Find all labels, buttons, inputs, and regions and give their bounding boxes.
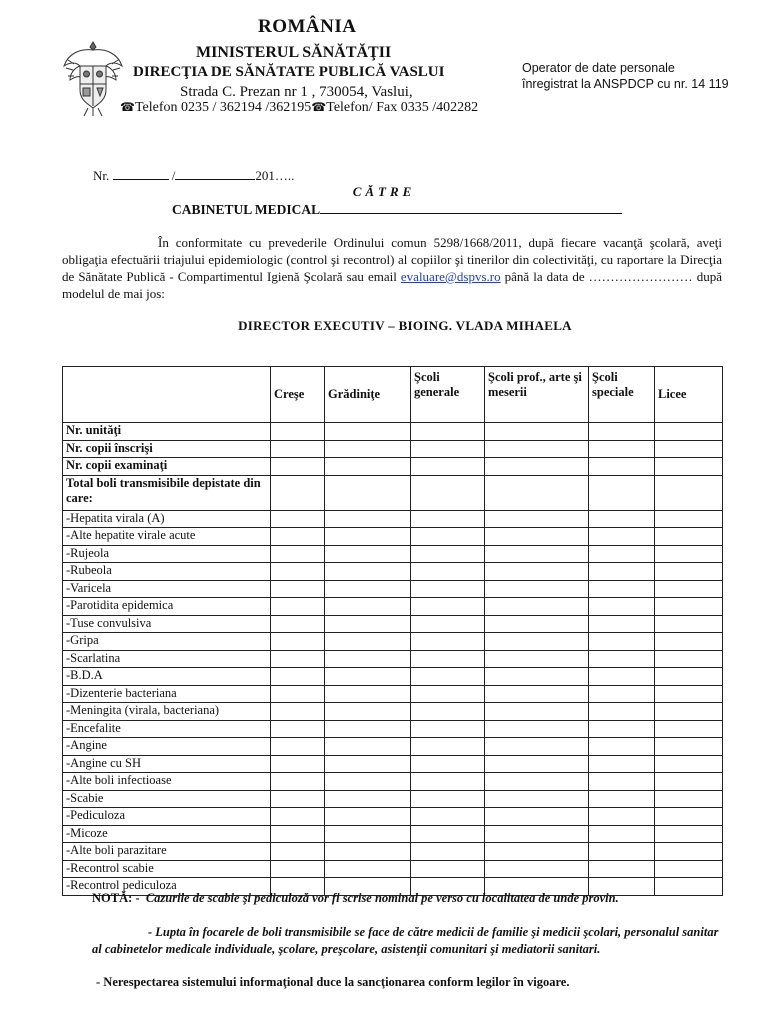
data-cell[interactable] xyxy=(325,580,411,598)
cabinet-blank xyxy=(320,202,622,214)
row-label: -Pediculoza xyxy=(63,808,271,826)
data-cell[interactable] xyxy=(271,703,325,721)
data-cell[interactable] xyxy=(325,773,411,791)
data-cell[interactable] xyxy=(411,598,485,616)
data-cell[interactable] xyxy=(325,528,411,546)
data-cell[interactable] xyxy=(655,808,723,826)
column-header: Grădiniţe xyxy=(325,367,411,423)
operator-note: Operator de date personale înregistrat la ANSPDCP cu nr. 14 119 xyxy=(522,61,729,91)
data-cell[interactable] xyxy=(411,860,485,878)
data-cell[interactable] xyxy=(655,633,723,651)
table-row xyxy=(63,563,723,581)
data-cell[interactable] xyxy=(271,510,325,528)
table-row xyxy=(63,685,723,703)
data-cell[interactable] xyxy=(655,860,723,878)
table-row xyxy=(63,790,723,808)
data-cell[interactable] xyxy=(271,545,325,563)
fax-numbers: Telefon/ Fax 0335 /402282 xyxy=(326,100,479,115)
data-cell[interactable] xyxy=(325,808,411,826)
intro-paragraph xyxy=(62,234,722,302)
data-cell[interactable] xyxy=(325,720,411,738)
data-cell[interactable] xyxy=(271,475,325,510)
data-cell[interactable] xyxy=(325,843,411,861)
data-cell[interactable] xyxy=(589,755,655,773)
data-cell[interactable] xyxy=(589,825,655,843)
data-cell[interactable] xyxy=(589,843,655,861)
data-cell[interactable] xyxy=(485,790,589,808)
data-cell[interactable] xyxy=(411,720,485,738)
row-label: -Rujeola xyxy=(63,545,271,563)
table-row xyxy=(63,808,723,826)
row-label: -Angine cu SH xyxy=(63,755,271,773)
coat-of-arms-icon xyxy=(60,38,126,118)
data-cell[interactable] xyxy=(411,563,485,581)
table-row xyxy=(63,738,723,756)
data-cell[interactable] xyxy=(655,703,723,721)
data-cell[interactable] xyxy=(411,755,485,773)
note-sanctions: - Nerespectarea sistemului informaţional duce la sancţionarea conform legilor în vigoare. xyxy=(96,975,570,989)
data-cell[interactable] xyxy=(655,650,723,668)
phone-numbers: Telefon 0235 / 362194 /362195 xyxy=(134,100,312,115)
column-header: Şcoli generale xyxy=(411,367,485,423)
data-cell[interactable] xyxy=(589,808,655,826)
data-cell[interactable] xyxy=(325,790,411,808)
data-cell[interactable] xyxy=(411,650,485,668)
data-cell[interactable] xyxy=(485,633,589,651)
table-row xyxy=(63,598,723,616)
row-label: Nr. copii examinaţi xyxy=(63,458,271,476)
data-cell[interactable] xyxy=(589,790,655,808)
row-label: -Micoze xyxy=(63,825,271,843)
data-cell[interactable] xyxy=(271,440,325,458)
ministry-title: MINISTERUL SĂNĂTĂŢII xyxy=(196,44,392,61)
data-cell[interactable] xyxy=(271,738,325,756)
phone-line xyxy=(120,100,478,116)
data-cell[interactable] xyxy=(411,545,485,563)
data-cell[interactable] xyxy=(485,668,589,686)
table-row xyxy=(63,668,723,686)
data-cell[interactable] xyxy=(655,423,723,441)
table-body xyxy=(63,423,723,896)
intro-text: În conformitate cu prevederile Ordinului comun 5298/1668/2011, după fiecare vacanţă şcolară, aveţi obligaţia efectuării triajului epidemiologic (control şi recontrol) al copiilor şi tinerilor din colectivităţi, cu raportare la Direcţia de Sănătate Publică - Compartimentul Igienă Şcolară sau email xyxy=(62,235,722,284)
data-cell[interactable] xyxy=(325,510,411,528)
table-row xyxy=(63,720,723,738)
data-cell[interactable] xyxy=(589,545,655,563)
data-cell[interactable] xyxy=(485,825,589,843)
data-cell[interactable] xyxy=(411,825,485,843)
data-cell[interactable] xyxy=(325,563,411,581)
table-row xyxy=(63,860,723,878)
data-cell[interactable] xyxy=(411,633,485,651)
data-cell[interactable] xyxy=(271,773,325,791)
data-cell[interactable] xyxy=(271,790,325,808)
cabinet-label: CABINETUL MEDICAL xyxy=(172,202,321,217)
data-cell[interactable] xyxy=(485,843,589,861)
row-label: Nr. unităţi xyxy=(63,423,271,441)
data-cell[interactable] xyxy=(325,738,411,756)
data-cell[interactable] xyxy=(411,685,485,703)
data-cell[interactable] xyxy=(485,580,589,598)
data-cell[interactable] xyxy=(325,440,411,458)
data-cell[interactable] xyxy=(485,860,589,878)
data-cell[interactable] xyxy=(411,773,485,791)
row-label: -Rubeola xyxy=(63,563,271,581)
row-label: -B.D.A xyxy=(63,668,271,686)
data-cell[interactable] xyxy=(589,510,655,528)
data-cell[interactable] xyxy=(485,563,589,581)
data-cell[interactable] xyxy=(271,598,325,616)
intro-text-end: până la data de …………………… după modelul de mai jos: xyxy=(62,269,722,301)
data-cell[interactable] xyxy=(271,808,325,826)
data-cell[interactable] xyxy=(589,458,655,476)
data-cell[interactable] xyxy=(485,545,589,563)
director-signature: DIRECTOR EXECUTIV – BIOING. VLADA MIHAELA xyxy=(238,318,572,333)
data-cell[interactable] xyxy=(589,773,655,791)
data-cell[interactable] xyxy=(325,703,411,721)
table-header-row xyxy=(63,367,723,423)
row-label: -Hepatita virala (A) xyxy=(63,510,271,528)
nr-slash: / xyxy=(171,168,176,183)
row-label: -Meningita (virala, bacteriana) xyxy=(63,703,271,721)
data-cell[interactable] xyxy=(325,685,411,703)
data-cell[interactable] xyxy=(655,755,723,773)
data-cell[interactable] xyxy=(655,510,723,528)
data-cell[interactable] xyxy=(411,475,485,510)
row-label: -Varicela xyxy=(63,580,271,598)
data-cell[interactable] xyxy=(271,755,325,773)
data-cell[interactable] xyxy=(271,720,325,738)
epidemiology-table xyxy=(62,366,723,896)
column-header: Şcoli prof., arte şi meserii xyxy=(485,367,589,423)
data-cell[interactable] xyxy=(655,685,723,703)
data-cell[interactable] xyxy=(589,633,655,651)
row-label: -Alte hepatite virale acute xyxy=(63,528,271,546)
data-cell[interactable] xyxy=(325,650,411,668)
row-label: -Parotidita epidemica xyxy=(63,598,271,616)
data-cell[interactable] xyxy=(485,615,589,633)
data-cell[interactable] xyxy=(411,440,485,458)
data-cell[interactable] xyxy=(655,720,723,738)
data-cell[interactable] xyxy=(589,615,655,633)
reference-number xyxy=(93,168,294,184)
data-cell[interactable] xyxy=(589,440,655,458)
data-cell[interactable] xyxy=(655,580,723,598)
data-cell[interactable] xyxy=(325,545,411,563)
table-row xyxy=(63,458,723,476)
table-row xyxy=(63,650,723,668)
table-row xyxy=(63,773,723,791)
row-label: Nr. copii înscrişi xyxy=(63,440,271,458)
data-cell[interactable] xyxy=(485,598,589,616)
data-cell[interactable] xyxy=(485,755,589,773)
data-cell[interactable] xyxy=(589,475,655,510)
row-label: -Recontrol scabie xyxy=(63,860,271,878)
row-label: -Encefalite xyxy=(63,720,271,738)
table-row xyxy=(63,615,723,633)
data-cell[interactable] xyxy=(485,510,589,528)
phone-icon: ☎ xyxy=(120,100,135,114)
table-row xyxy=(63,755,723,773)
address-line: Strada C. Prezan nr 1 , 730054, Vaslui, xyxy=(180,84,413,100)
table-row xyxy=(63,703,723,721)
data-cell[interactable] xyxy=(655,738,723,756)
data-cell[interactable] xyxy=(411,528,485,546)
data-cell[interactable] xyxy=(655,790,723,808)
table-row xyxy=(63,423,723,441)
nr-label: Nr. xyxy=(93,168,110,183)
data-cell[interactable] xyxy=(655,563,723,581)
data-cell[interactable] xyxy=(485,808,589,826)
note-outbreaks: - Lupta în focarele de boli transmisibile se face de către medicii de familie şi medicii şcolari, personalul sanitar al cabinetelor medicale individuale, şcolare, preşcolare, asistenţii comunitari şi mediatorii sanitari. xyxy=(92,925,719,956)
data-cell[interactable] xyxy=(655,825,723,843)
data-cell[interactable] xyxy=(271,650,325,668)
data-cell[interactable] xyxy=(325,598,411,616)
row-label: Total boli transmisibile depistate din care: xyxy=(63,475,271,510)
data-cell[interactable] xyxy=(325,458,411,476)
data-cell[interactable] xyxy=(411,808,485,826)
table-row xyxy=(63,440,723,458)
data-cell[interactable] xyxy=(411,790,485,808)
data-cell[interactable] xyxy=(589,738,655,756)
data-cell[interactable] xyxy=(271,685,325,703)
data-cell[interactable] xyxy=(589,423,655,441)
column-header: Şcoli speciale xyxy=(589,367,655,423)
row-label: -Dizenterie bacteriana xyxy=(63,685,271,703)
data-cell[interactable] xyxy=(485,440,589,458)
data-cell[interactable] xyxy=(271,423,325,441)
data-cell[interactable] xyxy=(485,458,589,476)
row-label: -Recontrol pediculoza xyxy=(63,878,271,896)
row-label: -Alte boli parazitare xyxy=(63,843,271,861)
data-cell[interactable] xyxy=(325,755,411,773)
data-cell[interactable] xyxy=(271,458,325,476)
data-cell[interactable] xyxy=(589,685,655,703)
data-cell[interactable] xyxy=(485,738,589,756)
data-cell[interactable] xyxy=(271,825,325,843)
data-cell[interactable] xyxy=(655,615,723,633)
data-cell[interactable] xyxy=(485,528,589,546)
table-row xyxy=(63,580,723,598)
data-cell[interactable] xyxy=(589,580,655,598)
country-title: ROMÂNIA xyxy=(258,16,357,37)
data-cell[interactable] xyxy=(271,843,325,861)
table-row xyxy=(63,843,723,861)
data-cell[interactable] xyxy=(411,615,485,633)
data-cell[interactable] xyxy=(271,668,325,686)
data-cell[interactable] xyxy=(485,650,589,668)
data-cell[interactable] xyxy=(589,668,655,686)
data-cell[interactable] xyxy=(485,703,589,721)
note-scabies xyxy=(92,890,722,907)
data-cell[interactable] xyxy=(325,668,411,686)
row-label: -Alte boli infectioase xyxy=(63,773,271,791)
recipient-cabinet xyxy=(172,202,622,218)
header-cell-blank xyxy=(63,367,271,423)
data-cell[interactable] xyxy=(589,703,655,721)
data-cell[interactable] xyxy=(655,545,723,563)
row-label: -Scabie xyxy=(63,790,271,808)
data-cell[interactable] xyxy=(411,458,485,476)
column-header: Licee xyxy=(655,367,723,423)
data-cell[interactable] xyxy=(411,580,485,598)
data-cell[interactable] xyxy=(485,423,589,441)
data-cell[interactable] xyxy=(485,773,589,791)
data-cell[interactable] xyxy=(589,528,655,546)
table-row xyxy=(63,633,723,651)
data-cell[interactable] xyxy=(411,738,485,756)
data-cell[interactable] xyxy=(655,528,723,546)
data-cell[interactable] xyxy=(411,423,485,441)
data-cell[interactable] xyxy=(271,580,325,598)
data-cell[interactable] xyxy=(271,633,325,651)
data-cell[interactable] xyxy=(655,843,723,861)
data-cell[interactable] xyxy=(271,563,325,581)
data-cell[interactable] xyxy=(411,703,485,721)
table-row xyxy=(63,475,723,510)
directorate-title: DIRECŢIA DE SĂNĂTATE PUBLICĂ VASLUI xyxy=(133,64,445,80)
email-link[interactable]: evaluare@dspvs.ro xyxy=(400,269,501,284)
row-label: -Gripa xyxy=(63,633,271,651)
phone-icon: ☎ xyxy=(311,100,327,114)
data-cell[interactable] xyxy=(325,825,411,843)
data-cell[interactable] xyxy=(325,860,411,878)
data-cell[interactable] xyxy=(325,423,411,441)
data-cell[interactable] xyxy=(655,598,723,616)
nota-text: Cazurile de scabie şi pediculoză vor fi scrise nominal pe verso cu localitatea de unde provin. xyxy=(145,891,619,905)
data-cell[interactable] xyxy=(589,860,655,878)
year-text: 201….. xyxy=(255,168,295,183)
data-cell[interactable] xyxy=(271,860,325,878)
table-row xyxy=(63,545,723,563)
data-cell[interactable] xyxy=(655,773,723,791)
data-cell[interactable] xyxy=(589,563,655,581)
data-cell[interactable] xyxy=(589,720,655,738)
data-cell[interactable] xyxy=(655,475,723,510)
table-row xyxy=(63,825,723,843)
data-cell[interactable] xyxy=(271,528,325,546)
data-cell[interactable] xyxy=(411,843,485,861)
row-label: -Tuse convulsiva xyxy=(63,615,271,633)
table-row xyxy=(63,510,723,528)
data-cell[interactable] xyxy=(325,475,411,510)
data-cell[interactable] xyxy=(325,615,411,633)
data-cell[interactable] xyxy=(271,615,325,633)
data-cell[interactable] xyxy=(485,475,589,510)
data-cell[interactable] xyxy=(655,668,723,686)
data-cell[interactable] xyxy=(655,458,723,476)
row-label: -Angine xyxy=(63,738,271,756)
column-header: Creşe xyxy=(271,367,325,423)
data-cell[interactable] xyxy=(411,510,485,528)
date-blank xyxy=(175,168,255,180)
data-cell[interactable] xyxy=(655,440,723,458)
data-cell[interactable] xyxy=(485,720,589,738)
data-cell[interactable] xyxy=(589,650,655,668)
data-cell[interactable] xyxy=(325,633,411,651)
recipient-heading: CĂTRE xyxy=(352,184,416,199)
row-label: -Scarlatina xyxy=(63,650,271,668)
data-cell[interactable] xyxy=(411,668,485,686)
nota-label: NOTĂ: - xyxy=(92,891,140,905)
data-cell[interactable] xyxy=(485,685,589,703)
data-cell[interactable] xyxy=(589,598,655,616)
table-row xyxy=(63,528,723,546)
number-blank xyxy=(113,168,169,180)
